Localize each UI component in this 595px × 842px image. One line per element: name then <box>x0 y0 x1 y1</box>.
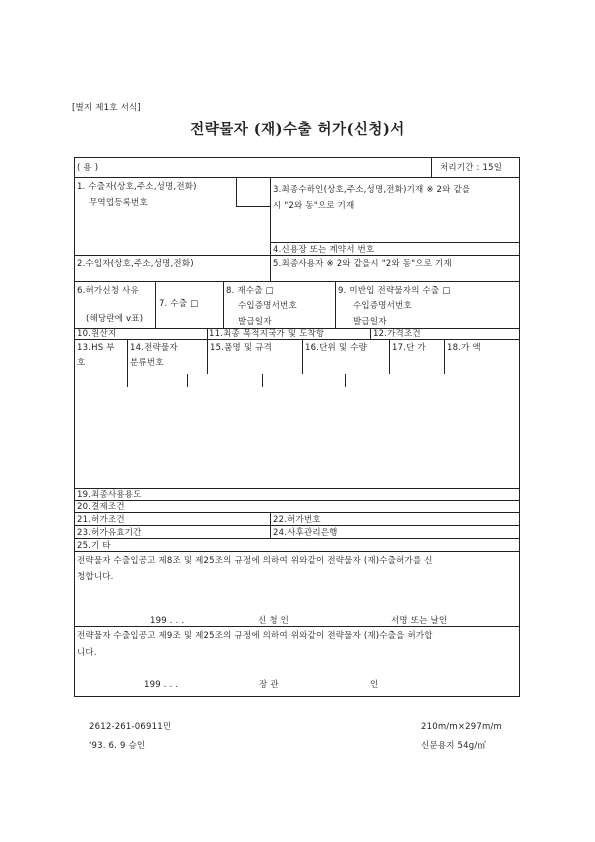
divider <box>155 281 156 328</box>
field-hs-label: 13.HS 부 <box>77 343 115 353</box>
divider <box>270 512 271 538</box>
divider <box>270 242 520 243</box>
grant-date: 199 . . . <box>144 680 179 690</box>
field-exporter-regno: 무역업등록번호 <box>89 198 148 208</box>
field-importer-label: 2.수입자(상호,주소,성명,전화) <box>77 259 194 269</box>
divider <box>223 281 224 328</box>
field-reexport-cert-no: 수입증명서번호 <box>238 301 297 311</box>
form-tag: [별지 제1호 서식] <box>72 103 141 113</box>
divider <box>262 374 263 387</box>
divider <box>74 255 520 256</box>
field-reason-label: 6.허가신청 사유 <box>77 286 139 296</box>
field-end-use-label: 19.최종사용용도 <box>77 490 142 500</box>
field-consignee-label: 3.최종수하인(상호,주소,성명,전화)기재 ※ 2와 같을 <box>273 185 471 195</box>
divider <box>389 339 390 374</box>
field-unimported-issue-date: 발급일자 <box>353 317 387 327</box>
divider <box>370 328 371 339</box>
field-license-conditions-label: 21.허가조건 <box>77 515 125 525</box>
field-class-label: 14.전략물자 <box>130 343 178 353</box>
grant-statement-2: 니다. <box>77 648 97 658</box>
paper-size: 210m/m×297m/m <box>421 722 503 732</box>
field-class-label-2: 분류번호 <box>130 358 164 368</box>
divider <box>236 177 237 207</box>
processing-period: 처리기간 : 15일 <box>440 163 503 173</box>
divider <box>74 551 520 552</box>
grant-seal: 인 <box>370 680 379 690</box>
form-frame <box>74 157 520 697</box>
divider <box>74 281 520 282</box>
form-title: 전략물자 (재)수출 허가(신청)서 <box>190 121 405 138</box>
field-destination-label: 11.최종 목적지국가 및 도착항 <box>209 329 325 339</box>
divider <box>74 512 520 513</box>
field-other-label: 25.기 타 <box>77 541 111 551</box>
applicant-signature: 서명 또는 날인 <box>391 616 448 626</box>
divider <box>444 339 445 374</box>
field-item-spec-label: 15.품명 및 규격 <box>210 343 272 353</box>
field-hs-label-2: 호 <box>77 358 86 368</box>
divider <box>187 374 188 387</box>
paper-spec: 신문용지 54g/㎡ <box>421 741 487 751</box>
grant-authority: 장 관 <box>259 680 279 690</box>
divider <box>127 339 128 387</box>
field-exporter-label: 1. 수출자(상호,주소,성명,전화) <box>77 182 197 192</box>
field-license-number-label: 22.허가번호 <box>273 515 321 525</box>
divider <box>207 339 208 374</box>
checkbox-export[interactable]: 7. 수출 □ <box>159 299 199 309</box>
divider <box>431 157 432 177</box>
field-amount-label: 18.가 액 <box>447 343 481 353</box>
application-date: 199 . . . <box>150 616 185 626</box>
checkbox-reexport[interactable]: 8. 재수출 □ <box>226 286 274 296</box>
divider <box>302 339 303 374</box>
field-end-user-label: 5.최종사용자 ※ 2와 같을시 "2와 동"으로 기재 <box>273 259 452 269</box>
field-price-terms-label: 12.가격조건 <box>373 329 421 339</box>
divider <box>74 525 520 526</box>
divider <box>207 328 208 339</box>
field-reexport-issue-date: 발급일자 <box>238 317 272 327</box>
field-origin-label: 10.원산지 <box>77 329 117 339</box>
field-lc-number-label: 4.신용장 또는 계약서 번호 <box>273 245 375 255</box>
divider <box>236 206 270 207</box>
field-unit-price-label: 17.단 가 <box>392 343 426 353</box>
field-validity-label: 23.허가유효기간 <box>77 528 142 538</box>
use-label: ( 용 ) <box>77 163 99 173</box>
form-code: 2612-261-06911민 <box>89 722 172 732</box>
divider <box>74 488 520 489</box>
divider <box>74 538 520 539</box>
divider <box>74 500 520 501</box>
field-payment-terms-label: 20.결제조건 <box>77 502 125 512</box>
field-bank-label: 24.사후관리은행 <box>273 528 338 538</box>
application-statement-2: 청합니다. <box>77 572 114 582</box>
application-statement: 전략물자 수출입공고 제8조 및 제25조의 규정에 의하여 위와같이 전략물자 (재)수출허가를 신 <box>77 556 433 566</box>
divider <box>74 626 520 627</box>
divider <box>270 177 271 281</box>
divider <box>345 374 346 387</box>
approval-date: '93. 6. 9 승인 <box>89 741 146 751</box>
applicant-label: 신 청 인 <box>258 616 290 626</box>
divider <box>335 281 336 328</box>
divider <box>74 177 520 178</box>
grant-statement: 전략물자 수출입공고 제9조 및 제25조의 규정에 의하여 위와같이 전략물자 (재)수출을 허가합 <box>77 631 433 641</box>
field-consignee-note: 시 "2와 동"으로 기재 <box>273 201 355 211</box>
field-unimported-cert-no: 수입증명서번호 <box>353 301 412 311</box>
divider <box>74 339 520 340</box>
field-unit-qty-label: 16.단위 및 수량 <box>305 343 367 353</box>
checkbox-unimported-export[interactable]: 9. 미반입 전략물자의 수출 □ <box>338 286 451 296</box>
field-reason-note: (해당란에 v표) <box>86 314 144 324</box>
